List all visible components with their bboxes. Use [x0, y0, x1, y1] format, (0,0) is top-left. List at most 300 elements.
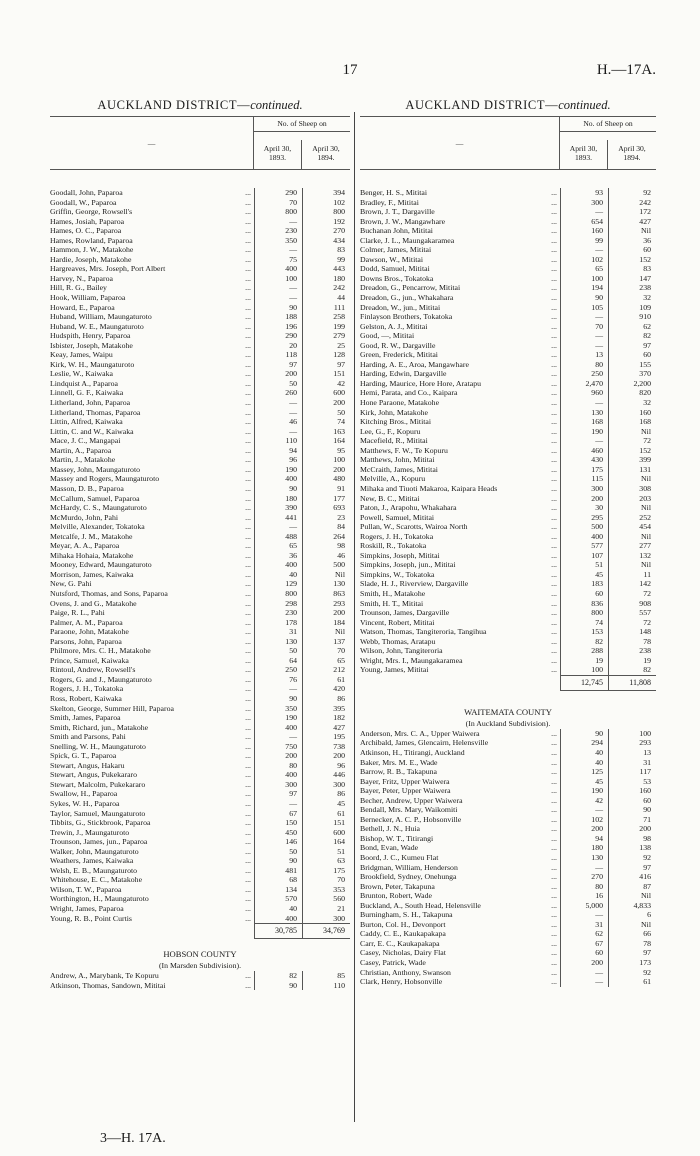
left-row-1893: 130: [254, 637, 302, 647]
right-section-row: [360, 843, 656, 853]
right-section-row: [360, 853, 656, 863]
right-section-row: [360, 901, 656, 911]
left-row-1893: 90: [254, 856, 302, 866]
left-row-leader: ...: [245, 779, 251, 789]
right-row-leader: ...: [551, 273, 557, 283]
right-row-name: Vincent, Robert, Mititai ...: [360, 617, 557, 627]
left-row-1893: 260: [254, 388, 302, 398]
left-row-1893: 188: [254, 312, 302, 322]
right-section-row-leader: ...: [551, 757, 557, 767]
right-row-1894: 277: [608, 541, 656, 551]
right-row-name: Good, R. W., Dargaville ...: [360, 340, 557, 350]
right-section-row-name: Anderson, Mrs. C. A., Upper Waiwera ...: [360, 728, 557, 738]
left-row-leader: ...: [245, 598, 251, 608]
left-row-name: Snelling, W. H., Maungaturoto ...: [50, 741, 251, 751]
right-row-name: Colmer, James, Mititai ...: [360, 245, 557, 255]
right-row-name: Matthews, F. W., Te Kopuru ...: [360, 445, 557, 455]
left-row: [50, 904, 350, 914]
right-row-name: Rogers, J. H., Tokatoka ...: [360, 531, 557, 541]
right-section-row-1894: 92: [608, 968, 656, 978]
right-row-name: Watson, Thomas, Tangiteroria, Tangihua ...: [360, 627, 557, 637]
page-number: 17: [342, 62, 358, 78]
right-row: [360, 665, 656, 675]
left-row-leader: ...: [245, 665, 251, 675]
right-header-1893: [560, 140, 608, 170]
right-row: [360, 522, 656, 532]
left-row-leader: ...: [245, 865, 251, 875]
right-row-1894: 78: [608, 637, 656, 647]
right-row-1894: 252: [608, 513, 656, 523]
left-row: [50, 818, 350, 828]
left-row-leader: ...: [245, 359, 251, 369]
left-row-1893: 290: [254, 331, 302, 341]
left-row-name: Hook, William, Paparoa ...: [50, 293, 251, 303]
left-row: [50, 560, 350, 570]
left-row-1894: 279: [302, 331, 350, 341]
left-row: [50, 474, 350, 484]
right-row-name: Mihaka and Tiuoti Makaroa, Kaipara Heads ...: [360, 483, 557, 493]
left-row: [50, 293, 350, 303]
right-section-row-1893: 45: [560, 777, 608, 787]
right-row-1893: 654: [560, 217, 608, 227]
right-total-label: [360, 675, 560, 691]
right-row: [360, 236, 656, 246]
right-section-row-name: Caddy, C. E., Kaukapakapa ...: [360, 929, 557, 939]
right-row: [360, 570, 656, 580]
right-row-1893: 13: [560, 350, 608, 360]
right-row-1894: 11: [608, 570, 656, 580]
right-section-row: [360, 929, 656, 939]
right-row-1893: 175: [560, 465, 608, 475]
right-section-row: [360, 977, 656, 987]
right-section-row-name: Bendall, Mrs. Mary, Waikomiti ...: [360, 805, 557, 815]
left-row-1893: 97: [254, 360, 302, 370]
left-section-row-1893: 90: [254, 981, 302, 991]
right-row: [360, 589, 656, 599]
right-section-row-1893: 130: [560, 853, 608, 863]
right-row-1893: 2,470: [560, 379, 608, 389]
right-section-row-1894: 97: [608, 863, 656, 873]
left-row-leader: ...: [245, 913, 251, 923]
left-row-1894: 151: [302, 369, 350, 379]
right-row-leader: ...: [551, 550, 557, 560]
right-section-row-1894: 4,833: [608, 901, 656, 911]
right-row-name: Buchanan John, Mititai ...: [360, 226, 557, 236]
right-section-row: [360, 805, 656, 815]
left-row-1894: 164: [302, 436, 350, 446]
left-row-1894: 111: [302, 303, 350, 313]
right-row-leader: ...: [551, 531, 557, 541]
left-row-1893: —: [254, 732, 302, 742]
right-section-row-name: Becher, Andrew, Upper Waiwera ...: [360, 795, 557, 805]
left-row-1893: —: [254, 799, 302, 809]
right-section-row-name: Burningham, S. H., Takapuna ...: [360, 910, 557, 920]
right-row: [360, 455, 656, 465]
right-row-1893: 183: [560, 579, 608, 589]
left-row-1894: 61: [302, 809, 350, 819]
left-row-leader: ...: [245, 703, 251, 713]
right-row: [360, 608, 656, 618]
right-section-row-name: Bishop, W. T., Titirangi ...: [360, 833, 557, 843]
right-row-1894: Nil: [608, 503, 656, 513]
right-section-row-1893: 200: [560, 824, 608, 834]
left-row-1894: 738: [302, 742, 350, 752]
left-row-1894: 600: [302, 828, 350, 838]
left-row-leader: ...: [245, 273, 251, 283]
right-section-row-leader: ...: [551, 900, 557, 910]
right-section-row-leader: ...: [551, 786, 557, 796]
left-row-1894: 130: [302, 579, 350, 589]
right-row: [360, 513, 656, 523]
left-row-leader: ...: [245, 789, 251, 799]
left-row-1894: 443: [302, 264, 350, 274]
left-row-leader: ...: [245, 684, 251, 694]
right-row-leader: ...: [551, 312, 557, 322]
right-row-1893: 250: [560, 369, 608, 379]
right-row-1893: 300: [560, 198, 608, 208]
right-row-1894: 60: [608, 245, 656, 255]
right-row-1894: 308: [608, 484, 656, 494]
left-row-1893: —: [254, 684, 302, 694]
left-row-1893: 350: [254, 236, 302, 246]
right-section-row-name: Bridgman, William, Henderson ...: [360, 862, 557, 872]
right-section-row-name: Atkinson, H., Titirangi, Auckland ...: [360, 747, 557, 757]
right-section-row: [360, 738, 656, 748]
right-row: [360, 226, 656, 236]
right-section-row-leader: ...: [551, 805, 557, 815]
left-row-1894: 137: [302, 637, 350, 647]
left-row-leader: ...: [245, 760, 251, 770]
left-row: [50, 274, 350, 284]
left-row-1893: 800: [254, 589, 302, 599]
left-row-1893: —: [254, 283, 302, 293]
left-row-1894: 95: [302, 446, 350, 456]
right-row-1894: 908: [608, 599, 656, 609]
left-row-leader: ...: [245, 636, 251, 646]
left-row: [50, 675, 350, 685]
right-row: [360, 245, 656, 255]
right-row-leader: ...: [551, 608, 557, 618]
right-row: [360, 465, 656, 475]
left-row: [50, 283, 350, 293]
left-row: [50, 255, 350, 265]
left-row-name: Litherland, Thomas, Paparoa ...: [50, 407, 251, 417]
right-row: [360, 331, 656, 341]
left-row-name: Rogers, G. and J., Maungaturoto ...: [50, 674, 251, 684]
right-row: [360, 494, 656, 504]
left-row-leader: ...: [245, 808, 251, 818]
right-header-1894-date: April 30,: [618, 143, 646, 153]
left-row-1893: 65: [254, 541, 302, 551]
left-row-leader: ...: [245, 856, 251, 866]
left-row-leader: ...: [245, 512, 251, 522]
right-row-name: Bradley, F., Mititai ...: [360, 197, 557, 207]
left-row-1893: —: [254, 408, 302, 418]
left-row-name: Weathers, James, Kaiwaka ...: [50, 856, 251, 866]
left-row-1894: 61: [302, 675, 350, 685]
right-row-name: Trounson, James, Dargaville ...: [360, 608, 557, 618]
left-row: [50, 360, 350, 370]
left-row-1894: 100: [302, 455, 350, 465]
right-row-1894: 32: [608, 398, 656, 408]
left-row-name: Nutsford, Thomas, and Sons, Paparoa ...: [50, 588, 251, 598]
left-row-name: Lindquist A., Paparoa ...: [50, 378, 251, 388]
left-row: [50, 532, 350, 542]
left-row: [50, 303, 350, 313]
right-row-name: Simpkins, W., Tokatoka ...: [360, 569, 557, 579]
left-row: [50, 608, 350, 618]
right-total-1894: 11,808: [608, 675, 656, 691]
left-row: [50, 331, 350, 341]
right-row-leader: ...: [551, 627, 557, 637]
right-header-1893-date: April 30,: [569, 143, 598, 153]
left-row-1894: 51: [302, 847, 350, 857]
right-row: [360, 379, 656, 389]
right-row: [360, 446, 656, 456]
left-row-1893: 67: [254, 809, 302, 819]
left-row-1894: 23: [302, 513, 350, 523]
left-row-leader: ...: [245, 455, 251, 465]
right-row-leader: ...: [551, 598, 557, 608]
left-row-leader: ...: [245, 560, 251, 570]
left-row-1894: 258: [302, 312, 350, 322]
right-section-row: [360, 834, 656, 844]
right-row-leader: ...: [551, 560, 557, 570]
left-row: [50, 417, 350, 427]
right-section-row-leader: ...: [551, 967, 557, 977]
right-row-leader: ...: [551, 245, 557, 255]
left-row: [50, 226, 350, 236]
right-row-1893: 200: [560, 494, 608, 504]
left-row-1893: 190: [254, 713, 302, 723]
left-row-1893: 441: [254, 513, 302, 523]
left-row-1893: —: [254, 522, 302, 532]
left-row: [50, 704, 350, 714]
right-row-leader: ...: [551, 226, 557, 236]
left-row-name: Howard, E., Paparoa ...: [50, 302, 251, 312]
left-row-1894: 300: [302, 780, 350, 790]
right-section-row-name: Brunton, Robert, Wade ...: [360, 891, 557, 901]
left-total-label: [50, 923, 254, 939]
right-row-1894: Nil: [608, 474, 656, 484]
right-row-1894: 152: [608, 255, 656, 265]
left-row: [50, 236, 350, 246]
right-section-row-leader: ...: [551, 833, 557, 843]
right-row-1893: 300: [560, 484, 608, 494]
right-row-name: McCraith, James, Mititai ...: [360, 464, 557, 474]
right-row-1893: 107: [560, 551, 608, 561]
left-row-1894: 200: [302, 751, 350, 761]
right-row-1894: 109: [608, 303, 656, 313]
left-row-name: Walker, John, Maungaturoto ...: [50, 846, 251, 856]
right-section-row: [360, 786, 656, 796]
left-row-1893: 110: [254, 436, 302, 446]
left-row-name: Trounson, James, jun., Paparoa ...: [50, 837, 251, 847]
left-row-name: Mooney, Edward, Maungaturoto ...: [50, 560, 251, 570]
right-row-name: Young, James, Mititai ...: [360, 665, 557, 675]
right-row-leader: ...: [551, 464, 557, 474]
left-row-leader: ...: [245, 235, 251, 245]
left-row: [50, 551, 350, 561]
left-row-leader: ...: [245, 846, 251, 856]
right-row-1893: —: [560, 312, 608, 322]
right-row-name: Dawson, W., Mititai ...: [360, 254, 557, 264]
right-row-1894: 60: [608, 350, 656, 360]
left-row-leader: ...: [245, 674, 251, 684]
right-row-leader: ...: [551, 321, 557, 331]
right-row-1894: 72: [608, 436, 656, 446]
right-section-row-name: Casey, Patrick, Wade ...: [360, 958, 557, 968]
left-row-leader: ...: [245, 503, 251, 513]
left-row: [50, 770, 350, 780]
left-row-1894: 84: [302, 522, 350, 532]
left-row-1894: 353: [302, 885, 350, 895]
left-row-1893: 300: [254, 780, 302, 790]
right-row-1893: 295: [560, 513, 608, 523]
left-row: [50, 742, 350, 752]
left-row: [50, 446, 350, 456]
left-header-1894: [302, 140, 350, 170]
left-row-name: Massey and Rogers, Maungaturoto ...: [50, 474, 251, 484]
right-section-row-1893: —: [560, 863, 608, 873]
right-section-row-1894: 71: [608, 815, 656, 825]
left-row: [50, 207, 350, 217]
left-row-name: McCallum, Samuel, Paparoa ...: [50, 493, 251, 503]
left-row-name: Hardie, Joseph, Matakohe ...: [50, 254, 251, 264]
right-row-leader: ...: [551, 216, 557, 226]
right-section-row-name: Clark, Henry, Hobsonville ...: [360, 977, 557, 987]
left-row-name: New, G. Pahi ...: [50, 579, 251, 589]
right-section-row-1893: 5,000: [560, 901, 608, 911]
left-row-1894: 175: [302, 866, 350, 876]
right-row-leader: ...: [551, 455, 557, 465]
left-row-leader: ...: [245, 369, 251, 379]
right-row-1894: 82: [608, 665, 656, 675]
left-row-1894: 863: [302, 589, 350, 599]
left-row-leader: ...: [245, 464, 251, 474]
right-row-name: Brown, J. T., Dargaville ...: [360, 207, 557, 217]
right-section-row: [360, 863, 656, 873]
left-row-1894: 86: [302, 789, 350, 799]
left-row: [50, 245, 350, 255]
left-row-1894: 151: [302, 818, 350, 828]
right-row: [360, 207, 656, 217]
right-header-1894: [608, 140, 656, 170]
left-header-1894-date: April 30,: [312, 143, 340, 153]
right-row: [360, 599, 656, 609]
right-section-row-1893: 16: [560, 891, 608, 901]
right-section-row-1893: 40: [560, 748, 608, 758]
right-row-leader: ...: [551, 340, 557, 350]
right-row-1894: 62: [608, 322, 656, 332]
right-row-1893: 19: [560, 656, 608, 666]
right-row-name: Benger, H. S., Mititai ...: [360, 188, 557, 197]
right-row: [360, 436, 656, 446]
left-row-1893: 100: [254, 274, 302, 284]
left-row-1893: 400: [254, 264, 302, 274]
left-row-leader: ...: [245, 627, 251, 637]
right-table-rows: [360, 188, 656, 675]
left-table-header: [50, 116, 350, 170]
right-section-row-1894: 293: [608, 738, 656, 748]
right-row-1893: 130: [560, 408, 608, 418]
left-row-1893: 31: [254, 627, 302, 637]
right-row-name: Brown, J. W., Mangawhare ...: [360, 216, 557, 226]
right-section-row: [360, 748, 656, 758]
right-row-1893: 51: [560, 560, 608, 570]
right-row: [360, 541, 656, 551]
left-row: [50, 656, 350, 666]
left-row-1894: 102: [302, 198, 350, 208]
right-row-name: Roskill, R., Tokatoka ...: [360, 541, 557, 551]
left-row-1893: —: [254, 245, 302, 255]
right-section-row-leader: ...: [551, 728, 557, 738]
left-row: [50, 789, 350, 799]
right-row-name: Simpkins, Joseph, jun., Mititai ...: [360, 560, 557, 570]
right-row-1894: 399: [608, 455, 656, 465]
right-section-row-leader: ...: [551, 948, 557, 958]
left-row: [50, 665, 350, 675]
left-row: [50, 427, 350, 437]
left-row-name: Meyar, A. A., Paparoa ...: [50, 541, 251, 551]
right-section-row-1894: 138: [608, 843, 656, 853]
left-row-1893: 40: [254, 570, 302, 580]
left-row-name: Welsh, E. B., Maungaturoto ...: [50, 865, 251, 875]
right-section-row-1894: 160: [608, 786, 656, 796]
right-row-leader: ...: [551, 283, 557, 293]
right-row-leader: ...: [551, 436, 557, 446]
right-row-1893: 800: [560, 608, 608, 618]
left-row-leader: ...: [245, 426, 251, 436]
right-row-1893: 115: [560, 474, 608, 484]
left-row-1894: 395: [302, 704, 350, 714]
right-row-leader: ...: [551, 398, 557, 408]
left-row-1893: 20: [254, 341, 302, 351]
left-row-1893: 50: [254, 379, 302, 389]
left-row-1894: 164: [302, 837, 350, 847]
right-row-name: Dreadon, W., jun., Mititai ...: [360, 302, 557, 312]
left-row-1894: 480: [302, 474, 350, 484]
left-row-name: Rintoul, Andrew, Rowsell's ...: [50, 665, 251, 675]
left-row-name: Swallow, H., Paparoa ...: [50, 789, 251, 799]
left-row: [50, 694, 350, 704]
left-row-1893: 40: [254, 904, 302, 914]
left-header-1893-year: 1893.: [268, 152, 287, 162]
left-row-leader: ...: [245, 340, 251, 350]
left-row-1893: 400: [254, 914, 302, 924]
left-row: [50, 198, 350, 208]
left-row-1893: 90: [254, 303, 302, 313]
left-row-1894: 65: [302, 656, 350, 666]
left-row: [50, 484, 350, 494]
right-row-leader: ...: [551, 646, 557, 656]
right-row-1893: 960: [560, 388, 608, 398]
left-row: [50, 513, 350, 523]
left-row-1893: 190: [254, 465, 302, 475]
left-row-1894: 180: [302, 274, 350, 284]
left-row-leader: ...: [245, 617, 251, 627]
right-row-leader: ...: [551, 636, 557, 646]
right-section-row-leader: ...: [551, 843, 557, 853]
right-row: [360, 264, 656, 274]
right-row-name: Good, —, Mititai ...: [360, 331, 557, 341]
left-row-leader: ...: [245, 579, 251, 589]
right-row: [360, 360, 656, 370]
right-section-row-1894: 97: [608, 948, 656, 958]
left-row: [50, 799, 350, 809]
right-row-1894: 910: [608, 312, 656, 322]
right-row-1894: 32: [608, 293, 656, 303]
